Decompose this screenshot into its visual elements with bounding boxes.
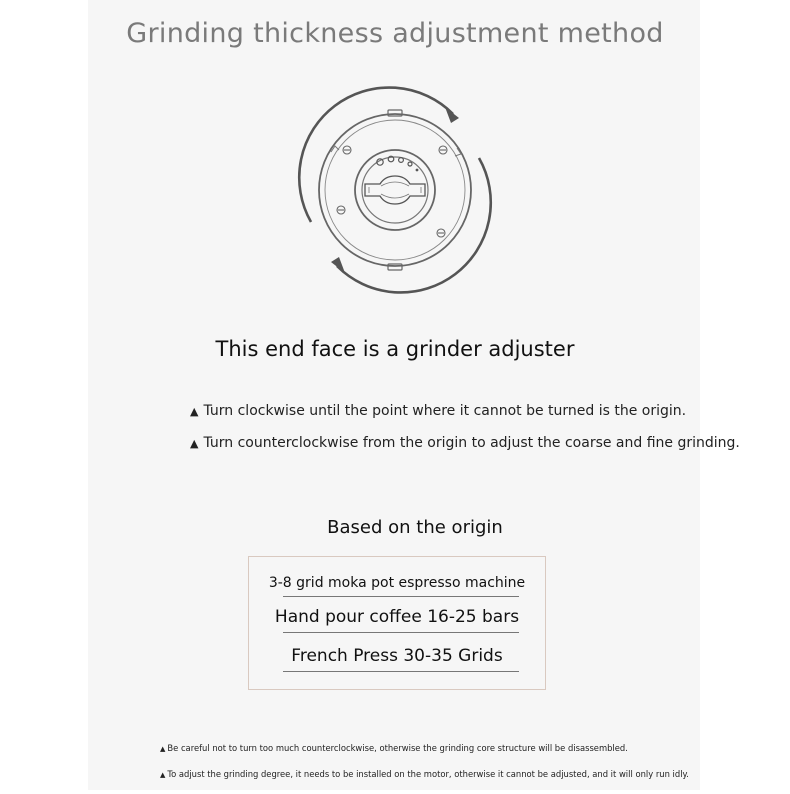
arrowhead-top-icon bbox=[445, 107, 459, 123]
instruction-item bbox=[190, 434, 740, 466]
triangle-bullet-icon: ▲ bbox=[160, 771, 166, 779]
note-item bbox=[160, 768, 689, 794]
grinder-adjuster-diagram bbox=[285, 80, 505, 300]
triangle-bullet-icon: ▲ bbox=[190, 405, 199, 418]
note-item bbox=[160, 742, 689, 768]
setting-item bbox=[249, 607, 545, 627]
page-title: Grinding thickness adjustment method bbox=[126, 18, 664, 49]
setting-underline bbox=[283, 671, 519, 672]
note-text: To adjust the grinding degree, it needs to be installed on the motor, otherwise it cannot be adjusted, and it will only run idly. bbox=[167, 769, 689, 779]
origin-heading: Based on the origin bbox=[327, 517, 503, 538]
adjuster-subtitle: This end face is a grinder adjuster bbox=[215, 337, 575, 361]
setting-text: French Press 30-35 Grids bbox=[291, 646, 503, 666]
note-text: Be careful not to turn too much counterclockwise, otherwise the grinding core structure will be disassembled. bbox=[167, 743, 628, 753]
setting-underline bbox=[283, 596, 519, 597]
notes-list bbox=[160, 742, 689, 794]
setting-item bbox=[249, 646, 545, 666]
setting-text: Hand pour coffee 16-25 bars bbox=[274, 607, 520, 627]
instruction-text: Turn counterclockwise from the origin to adjust the coarse and fine grinding. bbox=[203, 435, 740, 451]
instruction-text: Turn clockwise until the point where it cannot be turned is the origin. bbox=[203, 403, 687, 419]
arrowhead-bottom-icon bbox=[331, 257, 345, 273]
settings-box bbox=[248, 556, 546, 690]
grinder-adjuster-end-face-icon bbox=[285, 80, 505, 300]
rotation-arrows-icon bbox=[299, 88, 491, 293]
triangle-bullet-icon: ▲ bbox=[160, 745, 166, 753]
setting-text: 3-8 grid moka pot espresso machine bbox=[268, 575, 526, 591]
instruction-item bbox=[190, 402, 740, 434]
setting-underline bbox=[283, 632, 519, 633]
triangle-bullet-icon: ▲ bbox=[190, 437, 199, 450]
instructions-list bbox=[190, 402, 740, 466]
setting-item bbox=[249, 575, 545, 591]
